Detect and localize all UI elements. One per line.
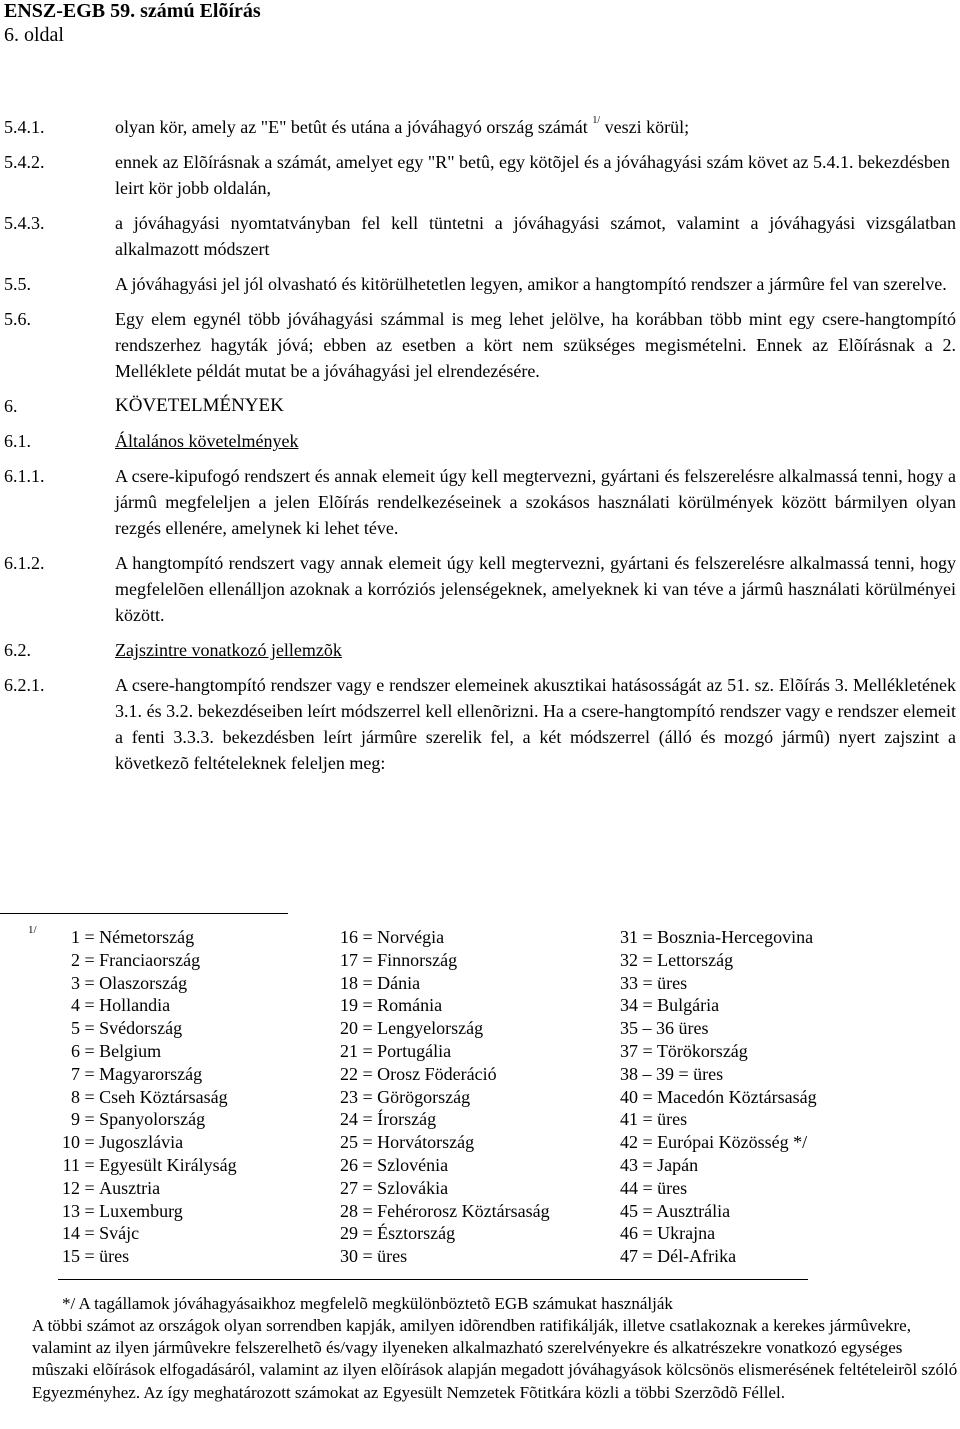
paragraph-number: 6.2. <box>4 640 31 660</box>
numbering-explanation: A többi számot az országok olyan sorrendben kapják, amilyen idõrendben ratifikálják, illetve csatlakoznak a kerekes jármûvekre, valamint az ilyen jármûvekre felszerelhetõ és/vagy ilyeneken alkalmazható szerelvényekre és alkatrészekre vonatkozó egységes mûszaki elõírások elfogadásáról, valamint az ilyen elõírások alapján megadott jóváhagyások kölcsönös elismerésének feltételeirõl szóló Egyezményhez. Az így meghatározott számokat az Egyesült Nemzetek Fõtitkára közli a többi Szerzõdõ Féllel. <box>32 1316 958 1402</box>
country-code-item: 10 = Jugoszlávia <box>46 1131 276 1154</box>
country-code-item: 13 = Luxemburg <box>46 1200 276 1223</box>
section-heading: KÖVETELMÉNYEK <box>115 395 284 416</box>
paragraph-text: A jóváhagyási jel jól olvasható és kitörülhetetlen legyen, amikor a hangtompító rendszer a jármûre fel van szerelve. <box>115 274 947 294</box>
country-name: Belgium <box>99 1040 162 1061</box>
country-code-item: 19 = Románia <box>340 995 443 1016</box>
paragraph-5-5 <box>4 271 956 297</box>
paragraph-5-4-3 <box>4 210 956 262</box>
country-code-column-2 <box>340 926 600 1268</box>
country-code-item: 31 = Bosznia-Hercegovina <box>620 927 814 947</box>
section-6-1-heading <box>4 428 956 454</box>
country-code-number: 3 <box>71 972 80 993</box>
paragraph-number: 5.6. <box>4 309 31 329</box>
footnote-marker: 1/ <box>28 924 37 936</box>
paragraph-number: 5.4.1. <box>4 117 45 137</box>
paragraph-5-6 <box>4 306 956 384</box>
paragraph-6-2-1 <box>4 672 956 776</box>
country-code-item: 14 = Svájc <box>46 1222 276 1245</box>
country-code-item: 22 = Orosz Föderáció <box>340 1063 497 1084</box>
paragraph-number: 6.1. <box>4 431 31 451</box>
country-code-item: 15 = üres <box>46 1245 276 1268</box>
country-code-item: 47 = Dél-Afrika <box>620 1246 737 1267</box>
country-code-item: 35 – 36 üres <box>620 1018 709 1039</box>
country-code-item: 34 = Bulgária <box>620 995 720 1016</box>
paragraph-text: A csere-hangtompító rendszer vagy e rendszer elemeinek akusztikai hatásosságát az 51. sz. Elõírás 3. Mellékletének 3.1. és 3.2. bekezdéseiben leírt módszerrel kell ellenõrizni. Ha a csere-hangtompító rendszer vagy e rendszer elemeit a fenti 3.3.3. bekezdésben leírt jármûre szerelik fel, a két módszerrel (álló és mozgó jármû) nyert zajszint a következõ feltételeknek feleljen meg: <box>115 675 956 773</box>
page-number: 6. oldal <box>4 24 64 46</box>
country-name: Németország <box>99 927 195 947</box>
paragraph-number: 5.4.2. <box>4 152 45 172</box>
country-name: Spanyolország <box>99 1109 206 1130</box>
country-code-number: 14 <box>62 1223 80 1244</box>
country-code-number: 1 <box>71 927 80 947</box>
paragraph-text: a jóváhagyási nyomtatványban fel kell tüntetni a jóváhagyási számot, valamint a jóváhagyási vizsgálatban alkalmazott módszert <box>115 213 956 259</box>
country-code-item: 16 = Norvégia <box>340 927 445 947</box>
country-code-number: 15 <box>62 1246 80 1267</box>
country-code-item: 32 = Lettország <box>620 949 734 970</box>
section-6-2-heading <box>4 637 956 663</box>
country-code-item: 20 = Lengyelország <box>340 1018 484 1039</box>
country-name: Cseh Köztársaság <box>99 1086 228 1107</box>
country-code-number: 12 <box>62 1177 80 1198</box>
country-code-number: 10 <box>62 1132 80 1153</box>
paragraph-5-4-2 <box>4 149 956 201</box>
country-code-item: 9 = Spanyolország <box>46 1108 276 1131</box>
paragraph-5-4-1 <box>4 114 956 140</box>
footnote-divider-secondary <box>58 1279 808 1280</box>
country-code-item: 7 = Magyarország <box>46 1063 276 1086</box>
paragraph-text: Egy elem egynél több jóváhagyási számmal is meg lehet jelölve, ha korábban több mint egy csere-hangtompító rendszerhez hagyták jóvá; ebben az esetben a kört nem szükséges megismételni. Ennek az Elõírásnak a 2. Melléklete példát mutat be a jóváhagyási jel elrendezésére. <box>115 309 956 381</box>
paragraph-6-1-1 <box>4 463 956 541</box>
country-name: üres <box>99 1246 130 1267</box>
country-code-column-1 <box>46 926 276 1268</box>
country-code-item: 25 = Horvátország <box>340 1132 475 1153</box>
country-code-item: 8 = Cseh Köztársaság <box>46 1086 276 1109</box>
european-community-footnote: */ A tagállamok jóváhagyásaikhoz megfelelõ megkülönböztetõ EGB számukat használják <box>62 1294 673 1313</box>
country-name: Franciaország <box>99 949 201 970</box>
country-name: Luxemburg <box>99 1200 183 1221</box>
subsection-heading: Általános követelmények <box>115 431 299 451</box>
country-code-item: 18 = Dánia <box>340 972 421 993</box>
country-code-item: 42 = Európai Közösség */ <box>620 1132 808 1153</box>
paragraph-number: 6. <box>4 396 18 416</box>
country-name: Olaszország <box>99 972 188 993</box>
country-code-number: 9 <box>71 1109 80 1130</box>
paragraph-number: 6.1.1. <box>4 466 45 486</box>
paragraph-text: A hangtompító rendszert vagy annak elemeit úgy kell megtervezni, gyártani és felszerelésre alkalmassá tenni, hogy megfelelõen ellenálljon azoknak a korróziós jelenségeknek, amelyeknek ki van téve a jármû használati körülményei között. <box>115 553 956 625</box>
country-code-item: 21 = Portugália <box>340 1040 452 1061</box>
country-code-item: 45 = Ausztrália <box>620 1200 731 1221</box>
country-code-item: 2 = Franciaország <box>46 949 276 972</box>
paragraph-number: 6.2.1. <box>4 675 45 695</box>
country-code-item: 26 = Szlovénia <box>340 1154 449 1175</box>
country-name: Hollandia <box>99 995 171 1016</box>
paragraph-text: A csere-kipufogó rendszert és annak elemeit úgy kell megtervezni, gyártani és felszerelésre alkalmassá tenni, hogy a jármû megfeleljen a jelen Elõírás rendelkezéseinek a szokásos használati körülmények között bármilyen olyan rezgés ellenére, amelynek ki lehet téve. <box>115 466 956 538</box>
country-code-item: 4 = Hollandia <box>46 994 276 1017</box>
country-code-item: 40 = Macedón Köztársaság <box>620 1086 817 1107</box>
paragraph-number: 6.1.2. <box>4 553 45 573</box>
country-code-item: 17 = Finnország <box>340 949 458 970</box>
country-code-item: 6 = Belgium <box>46 1040 276 1063</box>
section-6-heading <box>4 393 956 419</box>
country-code-item: 5 = Svédország <box>46 1017 276 1040</box>
country-code-item: 30 = üres <box>340 1246 408 1267</box>
country-code-item: 37 = Törökország <box>620 1040 748 1061</box>
document-title: ENSZ-EGB 59. számú Elõírás <box>4 0 261 22</box>
country-code-item: 11 = Egyesült Királyság <box>46 1154 276 1177</box>
country-code-number: 4 <box>71 995 80 1016</box>
country-code-item: 27 = Szlovákia <box>340 1177 449 1198</box>
document-body <box>4 114 956 785</box>
country-code-item: 43 = Japán <box>620 1154 699 1175</box>
country-name: Jugoszlávia <box>99 1132 184 1153</box>
paragraph-6-1-2 <box>4 550 956 628</box>
country-code-number: 2 <box>71 949 80 970</box>
country-code-item: 46 = Ukrajna <box>620 1223 716 1244</box>
country-code-item: 33 = üres <box>620 972 688 993</box>
country-code-item: 23 = Görögország <box>340 1086 471 1107</box>
country-code-number: 11 <box>62 1154 80 1175</box>
country-code-item: 38 – 39 = üres <box>620 1063 724 1084</box>
country-code-number: 8 <box>71 1086 80 1107</box>
country-name: Svájc <box>99 1223 140 1244</box>
country-name: Ausztria <box>99 1177 161 1198</box>
country-code-item: 29 = Észtország <box>340 1223 456 1244</box>
country-code-item: 41 = üres <box>620 1109 688 1130</box>
country-code-number: 6 <box>71 1040 80 1061</box>
footnote-reference: 1/ <box>592 115 601 126</box>
paragraph-number: 5.4.3. <box>4 213 45 233</box>
paragraph-number: 5.5. <box>4 274 31 294</box>
footnote-divider <box>0 913 288 914</box>
country-name: Egyesült Királyság <box>99 1154 237 1175</box>
country-code-number: 7 <box>71 1063 80 1084</box>
country-code-item: 24 = Írország <box>340 1109 437 1130</box>
country-code-number: 5 <box>71 1018 80 1039</box>
country-code-item: 44 = üres <box>620 1177 688 1198</box>
country-code-item: 1 = Németország <box>46 926 276 949</box>
country-code-item: 3 = Olaszország <box>46 972 276 995</box>
subsection-heading: Zajszintre vonatkozó jellemzõk <box>115 640 342 660</box>
country-code-column-3 <box>620 926 950 1268</box>
country-name: Svédország <box>99 1018 183 1039</box>
country-code-item: 28 = Fehérorosz Köztársaság <box>340 1200 550 1221</box>
paragraph-text: ennek az Elõírásnak a számát, amelyet egy "R" betû, egy kötõjel és a jóváhagyási szám követ az 5.4.1. bekezdésben leirt kör jobb oldalán, <box>115 152 950 198</box>
country-code-item: 12 = Ausztria <box>46 1177 276 1200</box>
country-code-number: 13 <box>62 1200 80 1221</box>
country-name: Magyarország <box>99 1063 203 1084</box>
paragraph-text: olyan kör, amely az "E" betût és utána a jóváhagyó ország számát $^{1/}$ veszi körül; <box>115 115 690 137</box>
